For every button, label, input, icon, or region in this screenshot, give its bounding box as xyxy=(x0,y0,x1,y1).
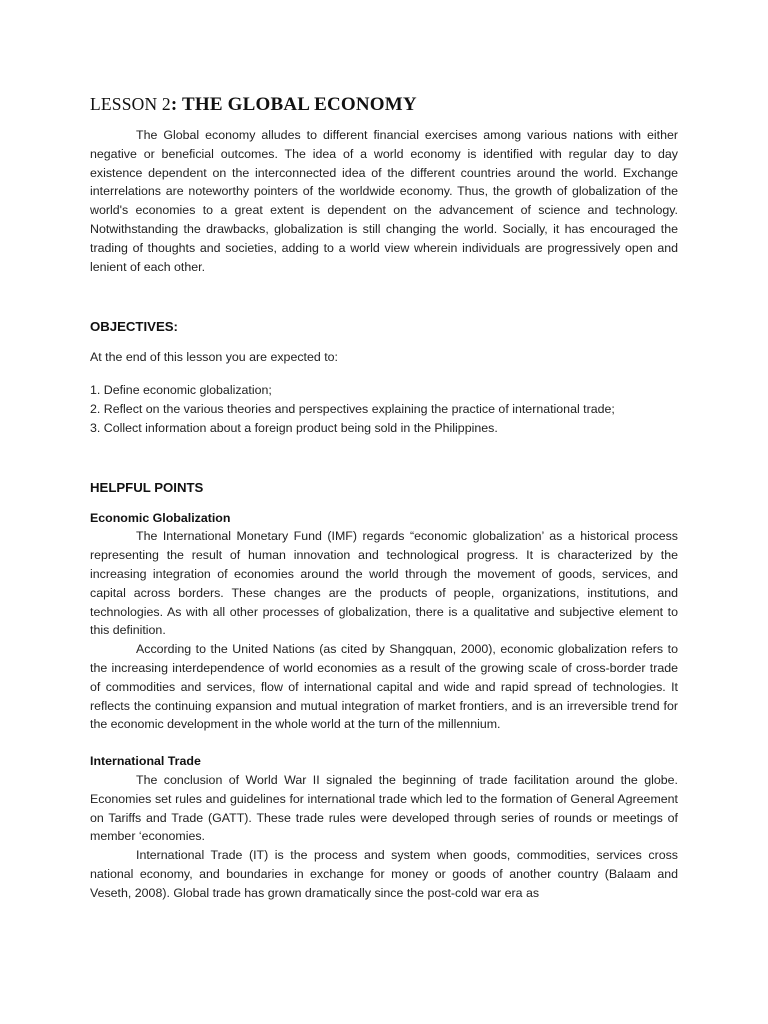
objective-item: 3. Collect information about a foreign product being sold in the Philippines. xyxy=(90,420,498,435)
section-paragraph: The conclusion of World War II signaled the beginning of trade facilitation around the globe. Economies set rules and guidelines for international trade which led to the formation of General Agreement on Tariffs and Trade (GATT). These trade rules were developed through series of rounds or meetings of member ‘economies. xyxy=(90,772,678,844)
lesson-name: THE GLOBAL ECONOMY xyxy=(182,94,417,115)
section-paragraph: International Trade (IT) is the process and system when goods, commodities, services cross national economy, and boundaries in exchange for money or goods of another country (Balaam and Veseth, 2008). Global trade has grown dramatically since the post-cold war era as xyxy=(90,848,678,900)
section-paragraph: According to the United Nations (as cited by Shangquan, 2000), economic globalization refers to the increasing interdependence of world economies as a result of the growing scale of cross-border trade of commodities and services, flow of international capital and wide and rapid spread of technologies. It reflects the continuing expansion and mutual integration of market frontiers, and is an irreversible trend for the economic development in the whole world at the turn of the millennium. xyxy=(90,642,678,732)
helpful-points-heading: HELPFUL POINTS xyxy=(90,479,204,495)
intro-paragraph: The Global economy alludes to different financial exercises among various nations with either negative or beneficial outcomes. The idea of a world economy is identified with regular day to day existence dependent on the interconnected idea of the different countries around the world. Exchange interrelations are noteworthy pointers of the worldwide economy. Thus, the growth of globalization of the world's economies to a great extent is dependent on the advancement of science and technology. Notwithstanding the drawbacks, globalization is still changing the world. Socially, it has encouraged the trading of thoughts and societies, adding to a world view wherein individuals are progressively open and lenient of each other. xyxy=(90,128,678,274)
objectives-lead: At the end of this lesson you are expected to: xyxy=(90,350,338,365)
lesson-title xyxy=(90,94,678,116)
document-content xyxy=(90,94,678,903)
objectives-heading: OBJECTIVES: xyxy=(90,319,178,335)
objectives-list xyxy=(90,381,678,437)
section-title-international-trade: International Trade xyxy=(90,754,201,769)
lesson-colon: : xyxy=(170,94,182,115)
objective-item: 1. Define economic globalization; xyxy=(90,383,272,398)
section-paragraph: The International Monetary Fund (IMF) regards “economic globalization’ as a historical process representing the result of human innovation and technological progress. It is characterized by the increasing integration of economies around the world through the movement of goods, services, and capital across borders. These changes are the products of people, organizations, institutions, and technologies. As with all other processes of globalization, there is a qualitative and subjective element to this definition. xyxy=(90,529,678,638)
lesson-number: LESSON 2 xyxy=(90,94,171,114)
section-title-economic-globalization: Economic Globalization xyxy=(90,510,231,525)
objective-item: 2. Reflect on the various theories and perspectives explaining the practice of international trade; xyxy=(90,401,615,416)
